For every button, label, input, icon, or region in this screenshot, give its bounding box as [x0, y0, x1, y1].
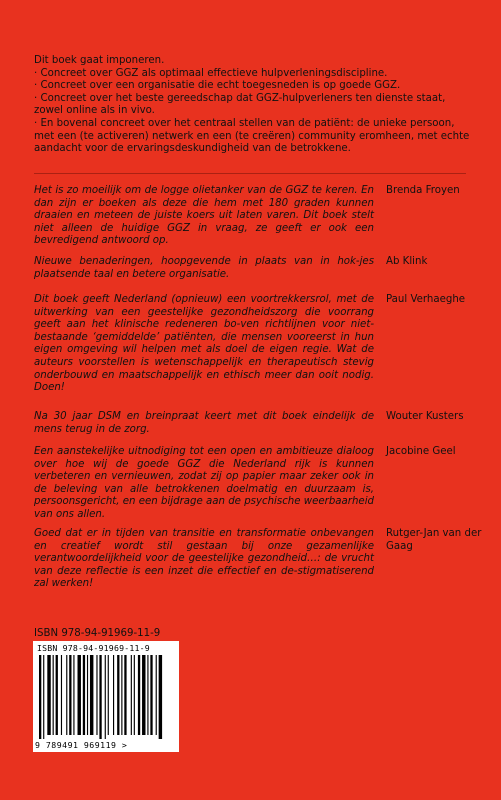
barcode-bar: [69, 655, 71, 735]
intro-line: · Concreet over GGZ als optimaal effectieve hulpverleningsdiscipline.: [34, 67, 388, 79]
barcode-number: 9 789491 969119 >: [35, 740, 128, 750]
barcode-bar: [159, 655, 162, 739]
barcode-bar: [61, 655, 62, 735]
barcode-bar: [53, 655, 54, 735]
quote-text: Het is zo moeilijk om de logge olietanker van de GGZ te keren. En dan zijn er boeken als deze die hem met 180 graden kunnen draaien en meteen de juiste koers uit laten varen. Dit boek stelt niet alleen de huidige GGZ in vraag, ze geeft er ook een bevredigend antwoord op.: [34, 185, 374, 247]
quote-text: Een aanstekelijke uitnodiging tot een open en ambitieuze dialoog over hoe wij de goede GGZ die Nederland rijk is kunnen verbeteren en vernieuwen, zodat zij op papier maar zeker ook in de beleving van alle betrokkenen doelmatig en duurzaam is, persoonsgericht, en een bijdrage aan de psychische weerbaarheid van ons allen.: [34, 446, 374, 520]
quote-text: Na 30 jaar DSM en breinpraat keert met dit boek eindelijk de mens terug in de zorg.: [34, 411, 374, 435]
barcode-bar: [113, 655, 114, 735]
barcode-bar: [131, 655, 132, 735]
intro-line: Dit boek gaat imponeren.: [34, 55, 165, 66]
intro-line: · En bovenal concreet over het centraal stellen van de patiënt: de unieke persoon, met een (te activeren) netwerk en een (te creëren) community eromheen, met echte aandacht voor de ervaringsdeskundigheid van de betrokkene.: [34, 117, 470, 155]
barcode-bar: [105, 655, 106, 739]
barcode-bar: [124, 655, 126, 735]
quote-text: Nieuwe benaderingen, hoopgevende in plaats van in hok-jes plaatsende taal en betere organisatie.: [34, 256, 374, 280]
intro-block: [34, 55, 474, 156]
quote-author: Ab Klink: [386, 256, 428, 267]
quote-author: Paul Verhaeghe: [386, 294, 466, 305]
barcode-bar: [43, 655, 44, 739]
barcode-bar: [39, 655, 41, 739]
quote-text: Goed dat er in tijden van transitie en transformatie onbevangen en creatief wordt stil gestaan bij onze gezamenlijke verantwoordelijkheid voor de geestelijke gezondheid…: de vrucht van deze reflectie is een inzet die effectief en de-stigmatiserend zal werken!: [34, 528, 374, 590]
barcode-bar: [73, 655, 74, 735]
barcode-bars: [39, 655, 173, 739]
barcode-bar: [87, 655, 88, 735]
barcode-bar: [99, 655, 101, 739]
barcode-bar: [142, 655, 145, 735]
barcode-bar: [56, 655, 58, 735]
barcode-bar: [90, 655, 93, 735]
intro-line: · Concreet over een organisatie die echt toegesneden is op goede GGZ.: [34, 80, 401, 92]
quote-author: Wouter Kusters: [386, 411, 464, 422]
barcode-bar: [121, 655, 122, 735]
barcode-bar: [96, 655, 97, 735]
barcode: [33, 641, 179, 752]
barcode-bar: [47, 655, 50, 735]
barcode-isbn-text: ISBN 978-94-91969-11-9: [37, 643, 150, 653]
barcode-bar: [156, 655, 157, 735]
barcode-bar: [134, 655, 135, 735]
barcode-bar: [83, 655, 85, 735]
barcode-bar: [138, 655, 140, 735]
quote-author: Brenda Froyen: [386, 185, 460, 196]
barcode-bar: [150, 655, 152, 735]
barcode-bar: [66, 655, 67, 735]
intro-line: · Concreet over het beste gereedschap dat GGZ-hulpverleners ten dienste staat, zowel online als in vivo.: [34, 92, 446, 117]
barcode-bar: [117, 655, 119, 735]
quote-text: Dit boek geeft Nederland (opnieuw) een voortrekkersrol, met de uitwerking van een geestelijke gezondheidszorg die voorrang geeft aan het klinische redeneren bo-ven richtlijnen voor niet-bestaande ‘gemiddelde’ patiënten, die mensen vooreerst in hun eigen omgeving wil helpen met als doel de eigen regie. Wat de auteurs voorstellen is wetenschappelijk en therapeutisch stevig onderbouwd en maatschappelijk en ethisch meer dan ooit nodig. Doen!: [34, 294, 374, 394]
quote-author: Jacobine Geel: [386, 446, 456, 457]
barcode-bar: [108, 655, 109, 735]
divider: [34, 173, 466, 174]
isbn-label: ISBN 978-94-91969-11-9: [34, 628, 161, 639]
barcode-bar: [78, 655, 81, 735]
barcode-bar: [147, 655, 148, 735]
quote-author: Rutger-Jan van der Gaag: [386, 528, 482, 552]
